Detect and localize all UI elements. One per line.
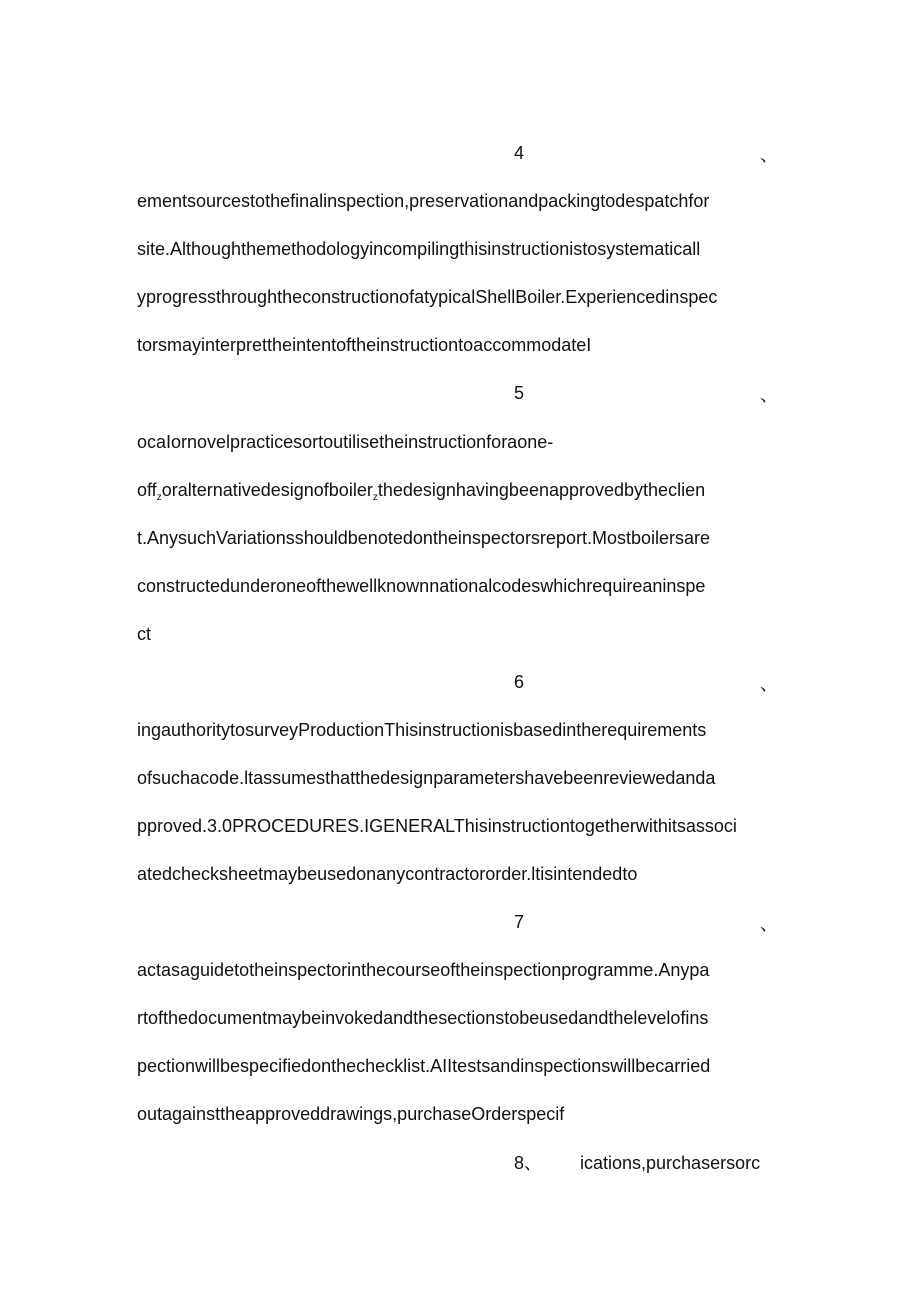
text-line: torsmayinterprettheintentoftheinstructiontoaccommodateI bbox=[137, 335, 592, 355]
text-line: constructedunderoneofthewellknownnationalcodeswhichrequireaninspe bbox=[137, 576, 706, 596]
text-line: ementsourcestothefinalinspection,preservationandpackingtodespatchfor bbox=[137, 191, 710, 211]
text-line: atedchecksheetmaybeusedonanycontractororder.ltisintendedto bbox=[137, 864, 638, 884]
text-line: ingauthoritytosurveyProductionThisinstructionisbasedintherequirements bbox=[137, 720, 707, 740]
page-separator-mark: 、 bbox=[760, 914, 778, 934]
text-line: yprogressthroughtheconstructionofatypicalShellBoiler.Experiencedinspec bbox=[137, 287, 718, 307]
subscript-char: z bbox=[372, 492, 378, 503]
page-number-7: 7 bbox=[514, 912, 525, 932]
text-line: rtofthedocumentmaybeinvokedandthesectionstobeusedandthelevelofins bbox=[137, 1008, 709, 1028]
text-segment: thedesignhavingbeenapprovedbytheclien bbox=[377, 480, 706, 500]
text-line: ocaIornovelpracticesortoutilisetheinstructionforaone- bbox=[137, 432, 554, 452]
page-number-5: 5 bbox=[514, 383, 525, 403]
page-number-8: 8、 bbox=[514, 1153, 543, 1173]
text-line bbox=[137, 479, 797, 509]
text-line-tail: ications,purchasersorc bbox=[580, 1153, 761, 1173]
text-line: ct bbox=[137, 624, 152, 644]
text-line: site.Althoughthemethodologyincompilingthisinstructionistosystematicall bbox=[137, 239, 701, 259]
text-line: pectionwillbespecifiedonthechecklist.AIItestsandinspectionswillbecarried bbox=[137, 1056, 711, 1076]
page-separator-mark: 、 bbox=[760, 145, 778, 165]
subscript-char: z bbox=[156, 492, 162, 503]
page-number-6: 6 bbox=[514, 672, 525, 692]
text-segment: oralternativedesignofboiler bbox=[161, 480, 373, 500]
text-line: outagainsttheapproveddrawings,purchaseOrderspecif bbox=[137, 1104, 565, 1124]
text-line: actasaguidetotheinspectorinthecourseoftheinspectionprogramme.Anypa bbox=[137, 960, 710, 980]
text-line: ofsuchacode.ltassumesthatthedesignparametershavebeenreviewedanda bbox=[137, 768, 716, 788]
page-separator-mark: 、 bbox=[760, 674, 778, 694]
text-segment: off bbox=[137, 480, 157, 500]
page-number-4: 4 bbox=[514, 143, 525, 163]
text-line: t.AnysuchVariationsshouldbenotedontheinspectorsreport.Mostboilersare bbox=[137, 528, 711, 548]
text-line: pproved.3.0PROCEDURES.IGENERALThisinstructiontogetherwithitsassoci bbox=[137, 816, 737, 836]
page-separator-mark: 、 bbox=[760, 385, 778, 405]
